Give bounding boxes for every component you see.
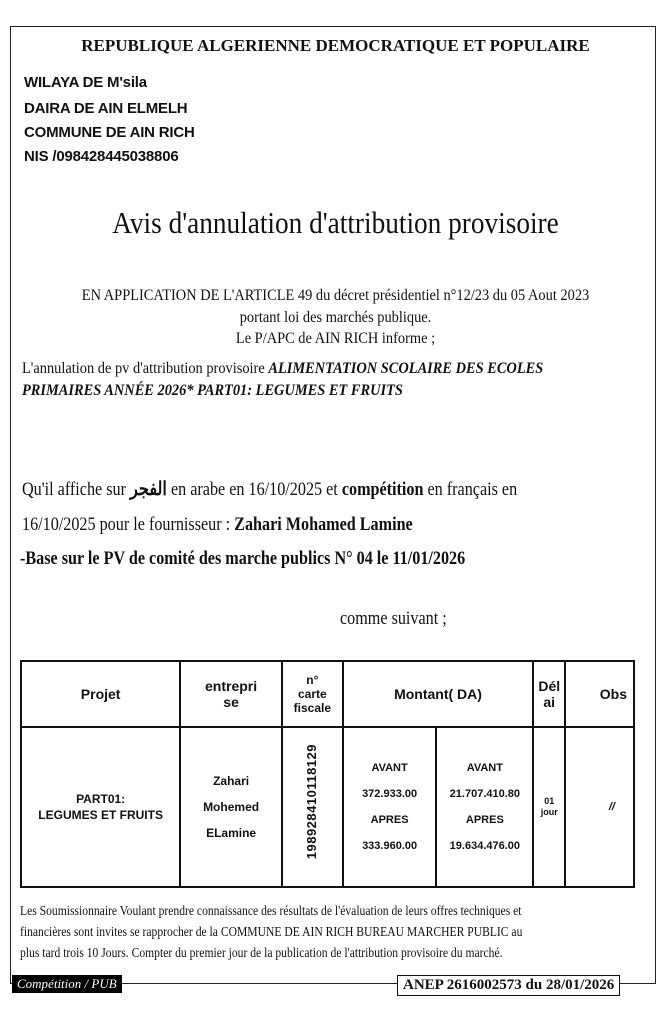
competition-pub-tag: Compétition / PUB bbox=[12, 975, 122, 993]
footer-line-2: financières sont invites se rapprocher de la COMMUNE DE AIN RICH BUREAU MARCHER PUBLIC au bbox=[20, 924, 523, 939]
publication-line-1 bbox=[22, 478, 517, 501]
page-title: Avis d'annulation d'attribution provisoire bbox=[112, 205, 559, 240]
intro-line-1: EN APPLICATION DE L'ARTICLE 49 du décret présidentiel n°12/23 du 05 Aout 2023 bbox=[81, 287, 590, 304]
commune: COMMUNE DE AIN RICH bbox=[24, 124, 195, 141]
publication-line-2 bbox=[22, 514, 413, 536]
anep-reference: ANEP 2616002573 du 28/01/2026 bbox=[397, 975, 620, 996]
intro-line-3: Le P/APC de AIN RICH informe ; bbox=[235, 330, 436, 347]
header-montant: Montant( DA) bbox=[343, 661, 534, 727]
cell-obs: // bbox=[565, 727, 634, 887]
header-delai: Dél ai bbox=[533, 661, 565, 727]
footer-line-1: Les Soumissionnaire Voulant prendre connaissance des résultats de l'évaluation de leurs offres techniques et bbox=[20, 903, 522, 918]
header-entreprise: entrepri se bbox=[180, 661, 282, 727]
intro-line-2: portant loi des marchés publique. bbox=[239, 309, 432, 326]
cell-montant-2: AVANT 21.707.410.80 APRES 19.634.476.00 bbox=[436, 727, 533, 887]
text: en arabe en 16/10/2025 et bbox=[166, 479, 342, 500]
text: 16/10/2025 pour le fournisseur : bbox=[22, 514, 235, 535]
annulation-prefix: L'annulation de pv d'attribution provisoire bbox=[22, 360, 265, 377]
comme-suivant: comme suivant ; bbox=[340, 608, 447, 629]
daira: DAIRA DE AIN ELMELH bbox=[24, 100, 188, 117]
newspaper-competition: compétition bbox=[341, 479, 424, 500]
pv-reference: -Base sur le PV de comité des marche publics N° 04 le 11/01/2026 bbox=[20, 548, 466, 569]
newspaper-name: الفجر bbox=[130, 479, 167, 500]
header-carte-fiscale: n° carte fiscale bbox=[282, 661, 343, 727]
republic-heading: REPUBLIQUE ALGERIENNE DEMOCRATIQUE ET POPULAIRE bbox=[81, 36, 590, 55]
nis: NIS /098428445038806 bbox=[24, 148, 179, 165]
cell-montant-1: AVANT 372.933.00 APRES 333.960.00 bbox=[343, 727, 437, 887]
table-row bbox=[21, 727, 634, 887]
annulation-object: ALIMENTATION SCOLAIRE DES ECOLES bbox=[268, 360, 544, 377]
cell-entreprise: Zahari Mohemed ELamine bbox=[180, 727, 282, 887]
supplier-name: Zahari Mohamed Lamine bbox=[234, 514, 413, 535]
table-header-row bbox=[21, 661, 634, 727]
wilaya: WILAYA DE M'sila bbox=[24, 74, 147, 91]
cell-delai: 01 jour bbox=[533, 727, 565, 887]
attribution-table bbox=[20, 660, 635, 888]
text: en français en bbox=[423, 479, 518, 500]
text: Qu'il affiche sur bbox=[22, 479, 131, 500]
annulation-line-1 bbox=[22, 360, 543, 378]
header-projet: Projet bbox=[21, 661, 180, 727]
annulation-line-2: PRIMAIRES ANNÉE 2026* PART01: LEGUMES ET FRUITS bbox=[22, 382, 403, 399]
header-obs: Obs bbox=[565, 661, 634, 727]
cell-carte-fiscale: 198928410118129 bbox=[282, 727, 343, 887]
cell-projet: PART01: LEGUMES ET FRUITS bbox=[21, 727, 180, 887]
footer-line-3: plus tard trois 10 Jours. Compter du premier jour de la publication de l'attribution provisoire du marché. bbox=[20, 945, 503, 960]
